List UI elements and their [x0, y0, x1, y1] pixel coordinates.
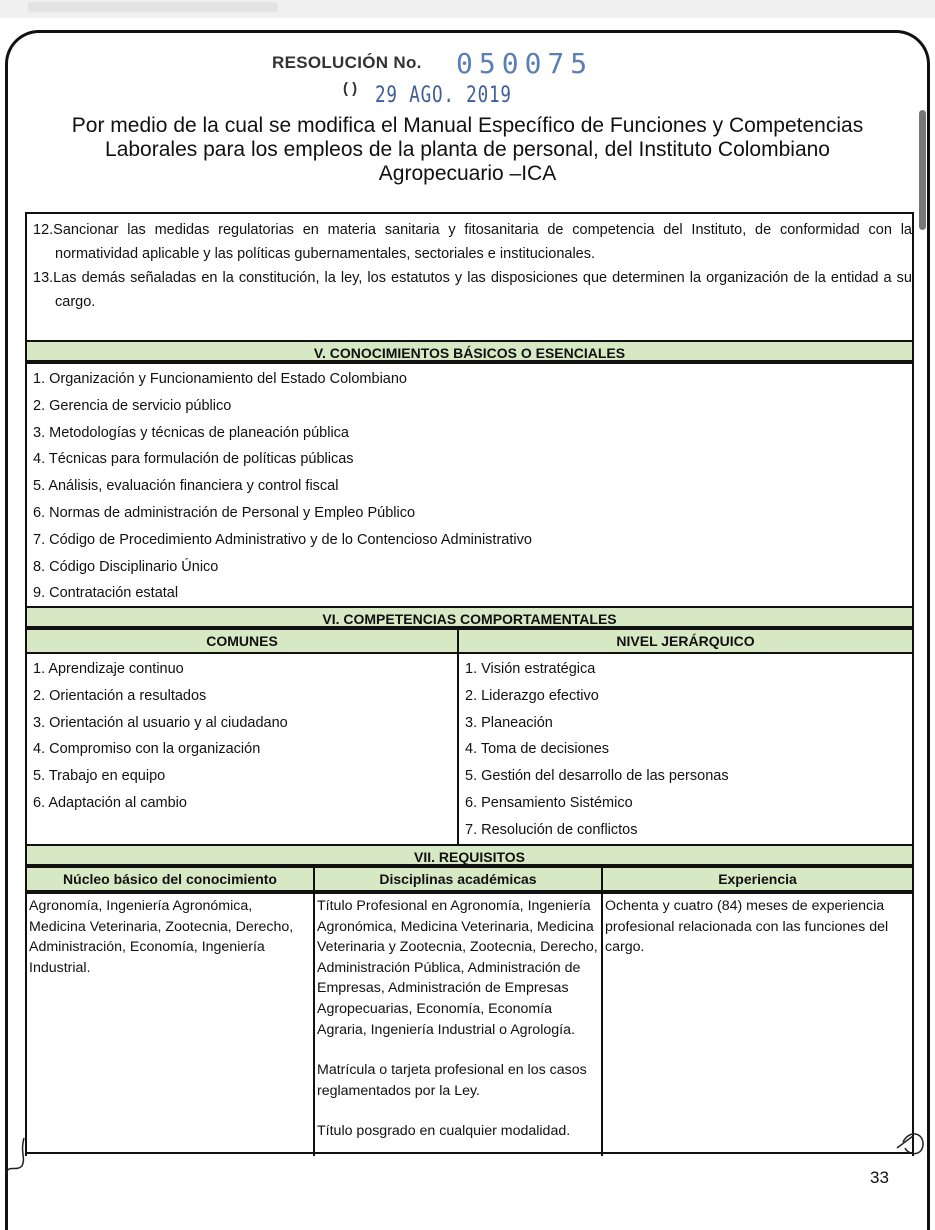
- knowledge-item: 5. Análisis, evaluación financiera y control fiscal: [33, 478, 339, 495]
- level-heading: NIVEL JERÁRQUICO: [459, 630, 912, 652]
- experience-heading: Experiencia: [603, 868, 912, 890]
- date-stamp: 29 AGO. 2019: [375, 83, 512, 108]
- level-item: 3. Planeación: [465, 714, 553, 731]
- title-line: Agropecuario –ICA: [378, 162, 557, 185]
- disciplines-heading: Disciplinas académicas: [315, 868, 603, 890]
- common-item: 2. Orientación a resultados: [33, 687, 207, 704]
- knowledge-item: 4. Técnicas para formulación de políticas públicas: [33, 451, 354, 468]
- function-item: 13.Las demás señaladas en la constitución, la ley, los estatutos y las disposiciones que determinen la organización de la entidad a su cargo.: [33, 270, 912, 310]
- common-heading: COMUNES: [27, 630, 459, 652]
- knowledge-core-cell: [27, 894, 315, 1156]
- knowledge-heading: V. CONOCIMIENTOS BÁSICOS O ESENCIALES: [25, 340, 914, 362]
- document-title: [40, 114, 895, 186]
- requirements-table: [25, 212, 914, 1156]
- title-line: Por medio de la cual se modifica el Manual Específico de Funciones y Competencias: [71, 114, 864, 137]
- knowledge-item: 6. Normas de administración de Personal y Empleo Público: [33, 504, 416, 521]
- signature-right: [893, 1120, 933, 1170]
- knowledge-item: 1. Organización y Funcionamiento del Estado Colombiano: [33, 371, 407, 387]
- signature-left: [2, 1128, 42, 1178]
- knowledge-list: [25, 362, 914, 606]
- top-bar: [0, 0, 935, 18]
- requirements-subheadings: [25, 866, 914, 892]
- experience-cell: [603, 894, 912, 1156]
- resolution-label: RESOLUCIÓN No.: [272, 53, 422, 72]
- requirements-heading: VII. REQUISITOS: [25, 844, 914, 866]
- page-number: 33: [870, 1168, 889, 1187]
- knowledge-item: 3. Metodologías y técnicas de planeación pública: [33, 424, 349, 441]
- requirements-body: [25, 892, 914, 1156]
- level-item: 6. Pensamiento Sistémico: [465, 794, 633, 811]
- table-bottom-border: [25, 1152, 914, 1154]
- knowledge-core-text: Agronomía, Ingeniería Agronómica, Medicina Veterinaria, Zootecnia, Derecho, Administración, Economía, Ingeniería Industrial.: [29, 898, 294, 976]
- level-item: 7. Resolución de conflictos: [465, 821, 638, 838]
- level-item: 1. Visión estratégica: [465, 661, 596, 677]
- resolution-paren: ( ): [343, 80, 358, 97]
- top-bar-fragment: [28, 2, 278, 12]
- experience-text: Ochenta y cuatro (84) meses de experiencia profesional relacionada con las funciones del cargo.: [605, 898, 889, 956]
- level-item: 2. Liderazgo efectivo: [465, 687, 599, 704]
- common-item: 6. Adaptación al cambio: [33, 794, 187, 811]
- common-item: 4. Compromiso con la organización: [33, 741, 261, 758]
- common-list: [27, 654, 459, 844]
- competencies-lists: [25, 654, 914, 844]
- level-list: [459, 654, 912, 844]
- resolution-number-stamp: 050075: [456, 47, 594, 80]
- knowledge-item: 8. Código Disciplinario Único: [33, 558, 219, 575]
- competencies-heading: VI. COMPETENCIAS COMPORTAMENTALES: [25, 606, 914, 628]
- competencies-subheadings: [25, 628, 914, 654]
- title-line: Laborales para los empleos de la planta de personal, del Instituto Colombiano: [105, 138, 830, 161]
- knowledge-item: 7. Código de Procedimiento Administrativo y de lo Contencioso Administrativo: [33, 531, 532, 548]
- knowledge-item: 9. Contratación estatal: [33, 585, 179, 602]
- level-item: 4. Toma de decisiones: [465, 741, 610, 758]
- functions-section: [25, 212, 914, 340]
- level-item: 5. Gestión del desarrollo de las personas: [465, 768, 729, 785]
- common-item: 1. Aprendizaje continuo: [33, 661, 184, 677]
- disciplines-text: Título Profesional en Agronomía, Ingeniería Agronómica, Medicina Veterinaria, Medicina Veterinaria y Zootecnia, Zootecnia, Derecho, Administración Pública, Administración de Empresas, Administración de Empresas Agropecuarias, Economía, Economía Agraria, Ingeniería Industrial o Agrología.: [317, 898, 598, 1038]
- knowledge-item: 2. Gerencia de servicio público: [33, 397, 232, 414]
- common-item: 5. Trabajo en equipo: [33, 768, 166, 785]
- disciplines-cell: [315, 894, 603, 1156]
- license-text: Matrícula o tarjeta profesional en los casos reglamentados por la Ley.: [317, 1062, 587, 1099]
- knowledge-core-heading: Núcleo básico del conocimiento: [27, 868, 315, 890]
- postgrad-text: Título posgrado en cualquier modalidad.: [317, 1123, 571, 1140]
- common-item: 3. Orientación al usuario y al ciudadano: [33, 714, 288, 731]
- function-item: 12.Sancionar las medidas regulatorias en materia sanitaria y fitosanitaria de competencia del Instituto, de conformidad con la normatividad aplicable y las políticas gubernamentales, sectoriales e institucionales.: [33, 222, 912, 262]
- scrollbar[interactable]: [919, 110, 926, 230]
